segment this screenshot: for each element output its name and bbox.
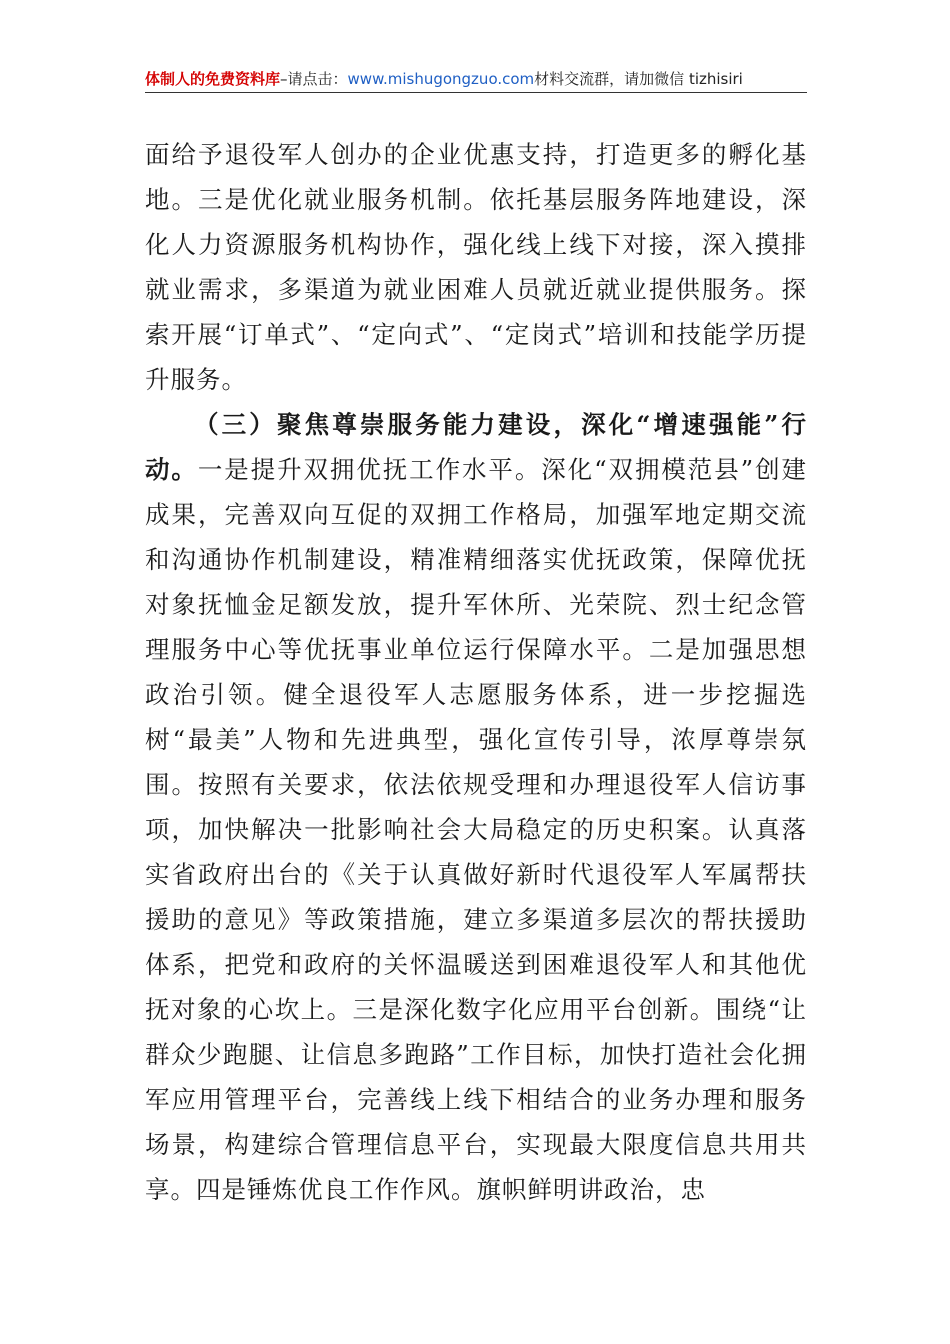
section-body-text: 一是提升双拥优抚工作水平。深化“双拥模范县”创建成果，完善双向互促的双拥工作格局，加强军地定期交流和沟通协作机制建设，精准精细落实优抚政策，保障优抚对象抚恤金足额发放，提升军休所、光荣院、烈士纪念管理服务中心等优抚事业单位运行保障水平。二是加强思想政治引领。健全退役军人志愿服务体系，进一步挖掘选树“最美”人物和先进典型，强化宣传引导，浓厚尊崇氛围。按照有关要求，依法依规受理和办理退役军人信访事项，加快解决一批影响社会大局稳定的历史积案。认真落实省政府出台的《关于认真做好新时代退役军人军属帮扶援助的意见》等政策措施，建立多渠道多层次的帮扶援助体系，把党和政府的关怀温暖送到困难退役军人和其他优抚对象的心坎上。三是深化数字化应用平台创新。围绕“让群众少跑腿、让信息多跑路”工作目标，加快打造社会化拥军应用管理平台，完善线上线下相结合的业务办理和服务场景，构建综合管理信息平台，实现最大限度信息共用共享。四是锤炼优良工作作风。旗帜鲜明讲政治，忠	[145, 455, 807, 1204]
page-header	[145, 66, 807, 93]
header-separator: –请点击：	[280, 70, 348, 88]
header-tail-text: 材料交流群，请加微信 tizhisiri	[534, 70, 743, 88]
paragraph-continuation: 面给予退役军人创办的企业优惠支持，打造更多的孵化基地。三是优化就业服务机制。依托基层服务阵地建设，深化人力资源服务机构协作，强化线上线下对接，深入摸排就业需求，多渠道为就业困难人员就近就业提供服务。探索开展“订单式”、“定向式”、“定岗式”培训和技能学历提升服务。	[145, 140, 807, 394]
header-url-link[interactable]: www.mishugongzuo.com	[347, 70, 535, 88]
header-brand: 体制人的免费资料库	[145, 70, 281, 88]
paragraph-section-three	[145, 402, 807, 1212]
section-heading: （三）聚焦尊崇服务能力建设，深化“增速强能”行动。	[145, 410, 807, 484]
document-body	[145, 132, 807, 1212]
